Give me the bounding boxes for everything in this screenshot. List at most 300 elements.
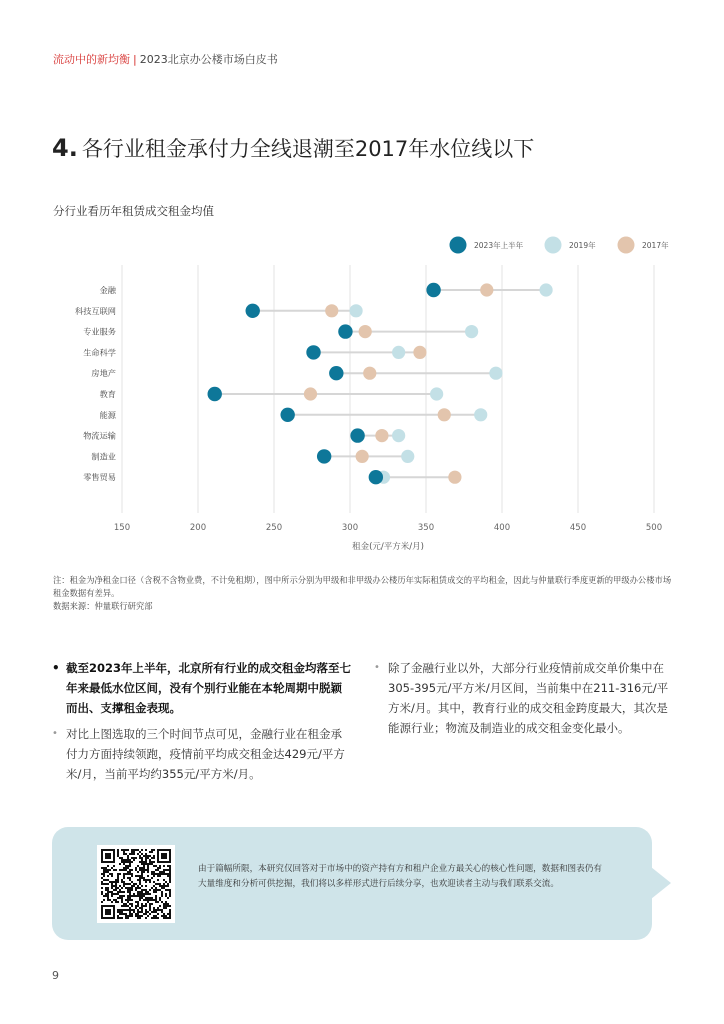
qr-module <box>119 913 121 915</box>
qr-module <box>141 853 143 855</box>
qr-module <box>143 861 145 863</box>
qr-module <box>127 857 129 859</box>
qr-module <box>157 879 159 881</box>
qr-module <box>159 883 161 885</box>
qr-module <box>125 917 127 919</box>
qr-module <box>123 905 125 907</box>
qr-module <box>147 857 149 859</box>
qr-module <box>113 885 115 887</box>
qr-module <box>115 893 117 895</box>
data-point <box>208 387 222 401</box>
qr-module <box>141 905 143 907</box>
qr-module <box>123 913 125 915</box>
qr-module <box>137 893 139 895</box>
qr-module <box>141 897 143 899</box>
qr-module <box>155 895 157 897</box>
qr-module <box>127 891 129 893</box>
qr-module <box>127 867 129 869</box>
qr-module <box>135 857 137 859</box>
qr-module <box>123 873 125 875</box>
data-point <box>448 471 461 484</box>
qr-module <box>135 915 137 917</box>
qr-module <box>129 877 131 879</box>
qr-module <box>111 881 113 883</box>
qr-module <box>149 861 151 863</box>
qr-module <box>131 873 133 875</box>
qr-module <box>141 893 143 895</box>
qr-module <box>155 865 157 867</box>
qr-module <box>117 853 119 855</box>
qr-module <box>119 873 121 875</box>
qr-module <box>127 887 129 889</box>
qr-module <box>147 871 149 873</box>
qr-module <box>151 871 153 873</box>
qr-module <box>129 883 131 885</box>
qr-module <box>127 871 129 873</box>
qr-module <box>145 913 147 915</box>
qr-module <box>167 883 169 885</box>
qr-module <box>123 883 125 885</box>
x-tick-label: 250 <box>265 523 283 533</box>
qr-module <box>145 893 147 895</box>
qr-module <box>129 861 131 863</box>
qr-module <box>127 849 129 851</box>
qr-module <box>127 873 129 875</box>
qr-module <box>131 905 133 907</box>
section-number: 4. <box>52 134 78 162</box>
qr-module <box>129 891 131 893</box>
data-point <box>338 324 352 338</box>
qr-module <box>131 885 133 887</box>
qr-module <box>131 889 133 891</box>
qr-module <box>133 851 135 853</box>
qr-module <box>157 901 159 903</box>
qr-module <box>115 899 117 901</box>
data-point <box>329 366 343 380</box>
qr-module <box>157 913 159 915</box>
data-point <box>304 387 317 400</box>
qr-module <box>117 849 119 851</box>
qr-module <box>153 861 155 863</box>
qr-module <box>145 857 147 859</box>
qr-module <box>123 909 125 911</box>
qr-module <box>153 849 155 851</box>
qr-module <box>167 903 169 905</box>
qr-module <box>145 859 147 861</box>
qr-module <box>137 875 139 877</box>
qr-module <box>115 881 117 883</box>
qr-module <box>141 915 143 917</box>
data-point <box>392 429 405 442</box>
qr-module <box>125 859 127 861</box>
qr-module <box>145 917 147 919</box>
left-column <box>52 658 352 790</box>
qr-module <box>127 897 129 899</box>
qr-module <box>111 885 113 887</box>
qr-module <box>161 873 163 875</box>
qr-module <box>151 897 153 899</box>
qr-module <box>135 889 137 891</box>
qr-module <box>129 873 131 875</box>
qr-module <box>117 897 119 899</box>
qr-module <box>145 869 147 871</box>
qr-module <box>125 865 127 867</box>
qr-module <box>121 861 123 863</box>
qr-module <box>117 879 119 881</box>
qr-module <box>143 869 145 871</box>
qr-module <box>133 859 135 861</box>
qr-module <box>135 883 137 885</box>
qr-module <box>149 851 151 853</box>
qr-module <box>105 887 107 889</box>
qr-module <box>131 849 133 851</box>
data-point <box>246 304 260 318</box>
qr-module <box>129 907 131 909</box>
category-label: 制造业 <box>91 451 116 462</box>
qr-module <box>165 881 167 883</box>
qr-module <box>133 909 135 911</box>
qr-module <box>133 893 135 895</box>
qr-module <box>125 883 127 885</box>
qr-module <box>161 915 163 917</box>
qr-module <box>149 905 151 907</box>
qr-module <box>117 901 119 903</box>
qr-module <box>123 863 125 865</box>
qr-module <box>129 871 131 873</box>
qr-module <box>145 881 147 883</box>
qr-module <box>155 901 157 903</box>
qr-module <box>147 891 149 893</box>
qr-module <box>143 893 145 895</box>
qr-module <box>161 901 163 903</box>
qr-module <box>121 895 123 897</box>
qr-module <box>125 849 127 851</box>
qr-module <box>147 901 149 903</box>
qr-module <box>101 867 103 869</box>
qr-module <box>129 897 131 899</box>
qr-module <box>101 893 103 895</box>
qr-module <box>129 893 131 895</box>
qr-module <box>161 885 163 887</box>
qr-module <box>137 917 139 919</box>
qr-module <box>139 907 141 909</box>
qr-module <box>127 909 129 911</box>
qr-module <box>125 887 127 889</box>
qr-module <box>121 849 123 851</box>
qr-module <box>157 907 159 909</box>
qr-module <box>127 883 129 885</box>
qr-module <box>143 863 145 865</box>
qr-module <box>123 885 125 887</box>
qr-module <box>135 849 137 851</box>
chart-title: 分行业看历年租赁成交租金均值 <box>53 204 214 218</box>
qr-module <box>105 867 107 869</box>
qr-module <box>121 897 123 899</box>
qr-module <box>125 899 127 901</box>
qr-module <box>131 857 133 859</box>
qr-module <box>137 903 139 905</box>
qr-module <box>151 863 153 865</box>
qr-module <box>169 909 171 911</box>
qr-module <box>103 883 105 885</box>
data-point <box>280 408 294 422</box>
qr-module <box>155 889 157 891</box>
bullet-item <box>374 658 674 738</box>
qr-module <box>137 911 139 913</box>
qr-module <box>145 905 147 907</box>
qr-module <box>163 887 165 889</box>
qr-code[interactable] <box>97 845 175 923</box>
qr-module <box>109 869 111 871</box>
qr-module <box>137 905 139 907</box>
category-label: 房地产 <box>91 368 116 379</box>
qr-module <box>125 869 127 871</box>
qr-module <box>119 869 121 871</box>
qr-module <box>117 911 119 913</box>
qr-module <box>169 895 171 897</box>
qr-module <box>151 917 153 919</box>
qr-module <box>129 899 131 901</box>
qr-module <box>167 885 169 887</box>
qr-module <box>141 911 143 913</box>
qr-module <box>151 851 153 853</box>
data-point <box>325 304 338 317</box>
qr-module <box>149 889 151 891</box>
qr-module <box>141 873 143 875</box>
qr-module <box>167 905 169 907</box>
qr-module <box>169 905 171 907</box>
qr-module <box>131 851 133 853</box>
qr-module <box>125 913 127 915</box>
qr-module <box>127 899 129 901</box>
qr-module <box>167 889 169 891</box>
qr-module <box>123 849 125 851</box>
qr-module <box>111 887 113 889</box>
qr-module <box>101 887 103 889</box>
qr-module <box>111 891 113 893</box>
qr-module <box>121 917 123 919</box>
qr-module <box>157 917 159 919</box>
qr-module <box>107 865 109 867</box>
qr-module <box>113 889 115 891</box>
qr-module <box>151 857 153 859</box>
qr-module <box>115 889 117 891</box>
qr-module <box>145 863 147 865</box>
qr-module <box>165 901 167 903</box>
qr-module <box>107 893 109 895</box>
qr-module <box>111 893 113 895</box>
qr-module <box>105 895 107 897</box>
qr-module <box>107 889 109 891</box>
qr-module <box>129 865 131 867</box>
qr-module <box>151 861 153 863</box>
qr-module <box>155 891 157 893</box>
qr-module <box>129 913 131 915</box>
qr-module <box>155 873 157 875</box>
qr-module <box>123 895 125 897</box>
qr-module <box>133 853 135 855</box>
qr-module <box>127 895 129 897</box>
qr-module <box>129 889 131 891</box>
qr-module <box>117 877 119 879</box>
qr-module <box>117 891 119 893</box>
qr-module <box>109 873 111 875</box>
category-label: 零售贸易 <box>83 472 116 483</box>
section-title <box>52 133 534 163</box>
qr-module <box>119 911 121 913</box>
qr-module <box>123 903 125 905</box>
qr-module <box>109 881 111 883</box>
qr-module <box>131 881 133 883</box>
qr-module <box>169 865 171 867</box>
data-point <box>539 283 552 296</box>
qr-module <box>163 907 165 909</box>
qr-module <box>145 899 147 901</box>
qr-module <box>167 917 169 919</box>
data-point <box>349 304 362 317</box>
x-tick-label: 200 <box>189 523 207 533</box>
qr-module <box>149 855 151 857</box>
qr-module <box>143 867 145 869</box>
qr-module <box>119 857 121 859</box>
qr-module <box>107 887 109 889</box>
qr-module <box>103 895 105 897</box>
qr-module <box>165 917 167 919</box>
qr-module <box>137 891 139 893</box>
qr-module <box>115 883 117 885</box>
qr-module <box>117 917 119 919</box>
qr-module <box>141 863 143 865</box>
qr-module <box>131 895 133 897</box>
qr-module <box>135 905 137 907</box>
qr-module <box>165 895 167 897</box>
qr-module <box>153 873 155 875</box>
qr-module <box>143 895 145 897</box>
qr-module <box>163 917 165 919</box>
qr-module <box>107 897 109 899</box>
qr-module <box>167 913 169 915</box>
qr-module <box>105 889 107 891</box>
qr-module <box>139 851 141 853</box>
qr-module <box>169 873 171 875</box>
qr-module <box>149 893 151 895</box>
qr-module <box>163 883 165 885</box>
qr-module <box>153 889 155 891</box>
qr-module <box>123 875 125 877</box>
qr-module <box>149 903 151 905</box>
qr-module <box>169 911 171 913</box>
qr-module <box>141 875 143 877</box>
callout-arrow <box>651 867 671 899</box>
qr-module <box>133 857 135 859</box>
qr-module <box>137 865 139 867</box>
data-point <box>480 283 493 296</box>
qr-module <box>145 903 147 905</box>
qr-module <box>139 879 141 881</box>
qr-module <box>123 881 125 883</box>
qr-module <box>135 895 137 897</box>
qr-module <box>141 909 143 911</box>
qr-module <box>127 915 129 917</box>
qr-module <box>125 903 127 905</box>
qr-module <box>163 871 165 873</box>
qr-module <box>149 899 151 901</box>
qr-module <box>163 873 165 875</box>
qr-module <box>159 865 161 867</box>
qr-module <box>139 867 141 869</box>
qr-module <box>139 883 141 885</box>
qr-module <box>129 869 131 871</box>
qr-module <box>147 875 149 877</box>
category-label: 生命科学 <box>83 347 116 358</box>
qr-module <box>159 889 161 891</box>
qr-module <box>145 909 147 911</box>
qr-module <box>141 861 143 863</box>
qr-module <box>105 883 107 885</box>
qr-module <box>117 909 119 911</box>
qr-module <box>147 863 149 865</box>
qr-module <box>139 911 141 913</box>
qr-module <box>147 893 149 895</box>
qr-module <box>119 885 121 887</box>
qr-module <box>115 879 117 881</box>
qr-module <box>129 863 131 865</box>
qr-module <box>109 899 111 901</box>
qr-module <box>151 911 153 913</box>
qr-module <box>139 857 141 859</box>
qr-module <box>165 873 167 875</box>
qr-module <box>159 871 161 873</box>
qr-module <box>117 887 119 889</box>
qr-module <box>105 853 111 859</box>
qr-module <box>121 913 123 915</box>
qr-module <box>147 865 149 867</box>
qr-module <box>121 899 123 901</box>
qr-module <box>169 891 171 893</box>
qr-module <box>159 873 161 875</box>
qr-module <box>141 907 143 909</box>
qr-module <box>127 861 129 863</box>
qr-module <box>151 877 153 879</box>
qr-module <box>147 911 149 913</box>
qr-module <box>165 889 167 891</box>
qr-module <box>121 881 123 883</box>
legend-marker <box>618 237 635 254</box>
qr-module <box>121 857 123 859</box>
qr-module <box>113 881 115 883</box>
qr-module <box>141 871 143 873</box>
qr-module <box>103 875 105 877</box>
qr-module <box>121 887 123 889</box>
data-point <box>356 450 369 463</box>
qr-module <box>169 881 171 883</box>
qr-module <box>155 883 157 885</box>
qr-module <box>153 857 155 859</box>
qr-module <box>169 917 171 919</box>
qr-module <box>105 869 107 871</box>
qr-module <box>131 913 133 915</box>
qr-module <box>105 879 107 881</box>
qr-module <box>145 855 147 857</box>
x-tick-label: 150 <box>113 523 131 533</box>
qr-module <box>139 895 141 897</box>
qr-module <box>103 899 105 901</box>
qr-module <box>135 901 137 903</box>
qr-module <box>117 915 119 917</box>
qr-module <box>141 869 143 871</box>
qr-module <box>127 865 129 867</box>
qr-module <box>169 879 171 881</box>
